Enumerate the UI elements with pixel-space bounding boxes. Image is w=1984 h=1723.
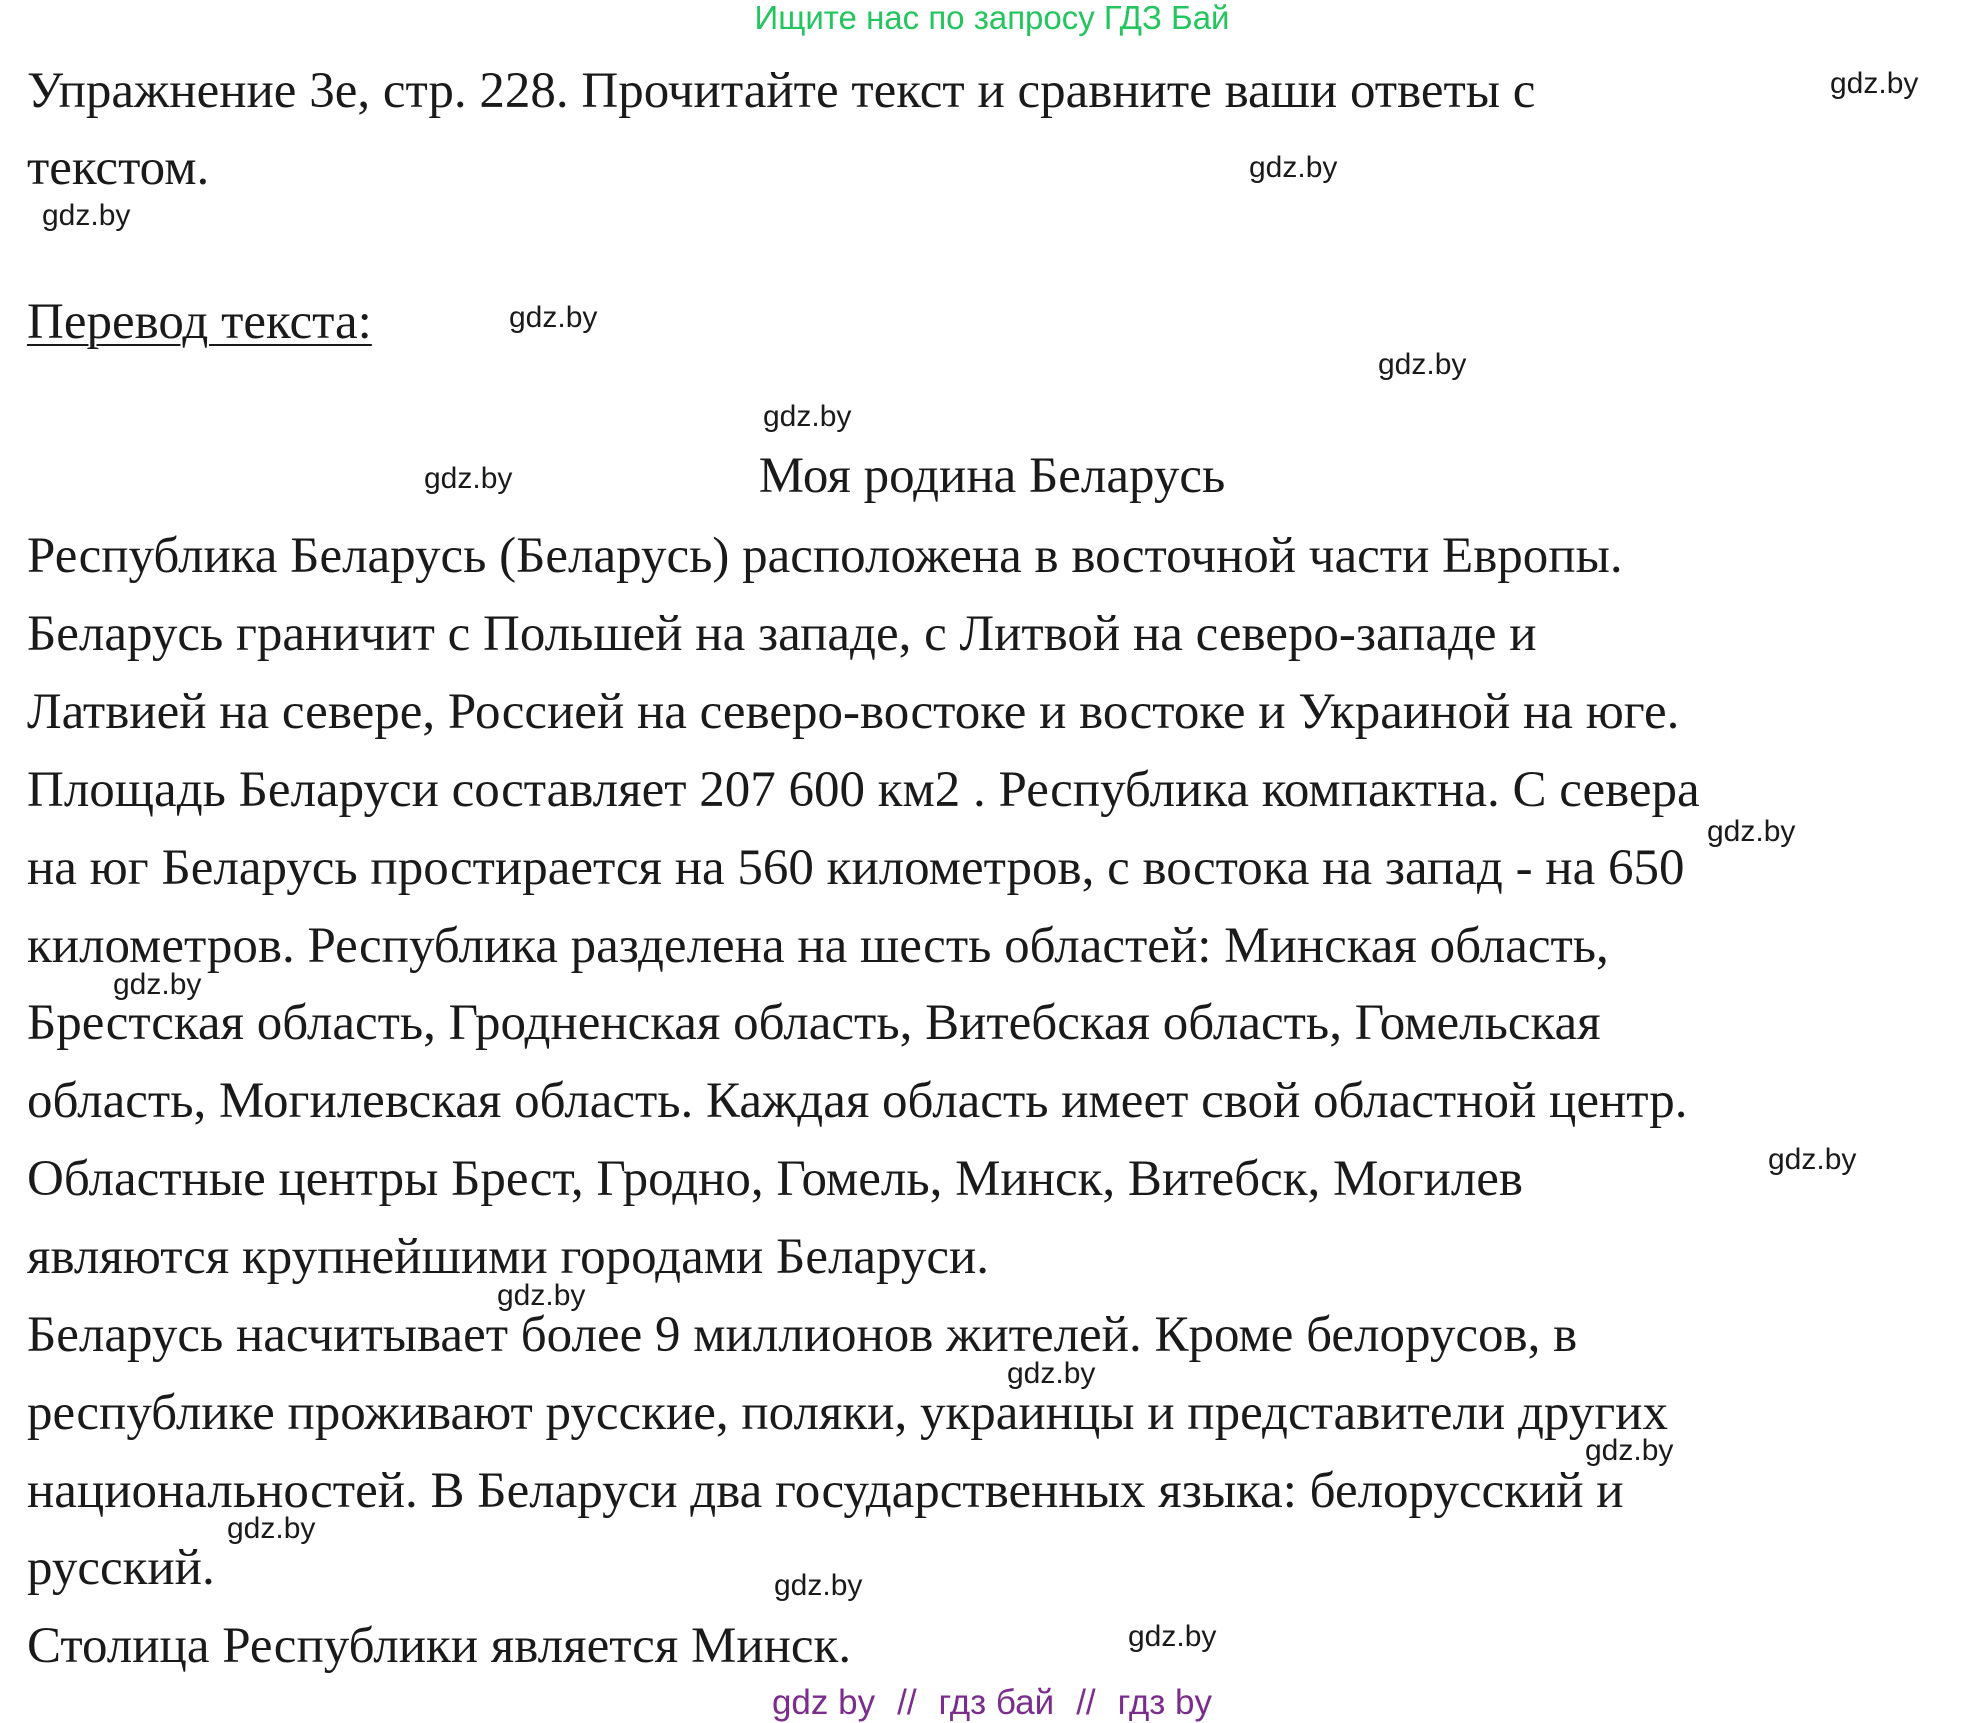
footer-link-gdz-by[interactable]: gdz by <box>771 1683 876 1722</box>
watermark: gdz.by <box>1707 815 1796 848</box>
footer-link-gdz-bai[interactable]: гдз бай <box>938 1683 1055 1722</box>
body-line: Беларусь граничит с Польшей на западе, с Литвой на северо-западе и <box>27 606 1537 662</box>
watermark: gdz.by <box>1768 1143 1857 1176</box>
body-line: километров. Республика разделена на шесть областей: Минская область, <box>27 918 1609 974</box>
body-line: Площадь Беларуси составляет 207 600 км2 . Республика компактна. С севера <box>27 762 1700 818</box>
footer-link-gdz-by-cyr[interactable]: гдз by <box>1117 1683 1213 1722</box>
body-line: Латвией на севере, Россией на северо-востоке и востоке и Украиной на юге. <box>27 684 1680 740</box>
body-line: республике проживают русские, поляки, украинцы и представители других <box>27 1385 1668 1441</box>
footer-separator: // <box>897 1683 917 1722</box>
watermark: gdz.by <box>774 1569 863 1602</box>
top-banner: Ищите нас по запросу ГДЗ Бай <box>754 0 1230 36</box>
footer-separator: // <box>1076 1683 1096 1722</box>
watermark: gdz.by <box>1128 1620 1217 1653</box>
watermark: gdz.by <box>509 301 598 334</box>
watermark: gdz.by <box>227 1512 316 1545</box>
watermark: gdz.by <box>1249 151 1338 184</box>
watermark: gdz.by <box>497 1279 586 1312</box>
body-line: русский. <box>27 1540 215 1596</box>
body-line: область, Могилевская область. Каждая область имеет свой областной центр. <box>27 1073 1688 1129</box>
body-line: Республика Беларусь (Беларусь) расположена в восточной части Европы. <box>27 528 1623 584</box>
watermark: gdz.by <box>113 968 202 1001</box>
watermark: gdz.by <box>1007 1357 1096 1390</box>
body-line: национальностей. В Беларуси два государственных языка: белорусский и <box>27 1463 1624 1519</box>
body-line: Брестская область, Гродненская область, Витебская область, Гомельская <box>27 995 1601 1051</box>
watermark: gdz.by <box>424 462 513 495</box>
body-line: Областные центры Брест, Гродно, Гомель, Минск, Витебск, Могилев <box>27 1151 1523 1207</box>
page-title: Моя родина Беларусь <box>758 448 1226 504</box>
watermark: gdz.by <box>1378 348 1467 381</box>
watermark: gdz.by <box>42 199 131 232</box>
footer-links <box>0 1683 1984 1723</box>
watermark: gdz.by <box>1830 67 1919 100</box>
body-line: Столица Республики является Минск. <box>27 1618 852 1674</box>
exercise-line-2: текстом. <box>27 140 210 196</box>
section-heading: Перевод текста: <box>27 294 372 350</box>
body-line: Беларусь насчитывает более 9 миллионов жителей. Кроме белорусов, в <box>27 1307 1578 1363</box>
exercise-line-1: Упражнение 3е, стр. 228. Прочитайте текст и сравните ваши ответы с <box>27 63 1536 119</box>
watermark: gdz.by <box>1585 1434 1674 1467</box>
watermark: gdz.by <box>763 400 852 433</box>
body-line: на юг Беларусь простирается на 560 километров, с востока на запад - на 650 <box>27 840 1685 896</box>
body-line: являются крупнейшими городами Беларуси. <box>27 1229 990 1285</box>
